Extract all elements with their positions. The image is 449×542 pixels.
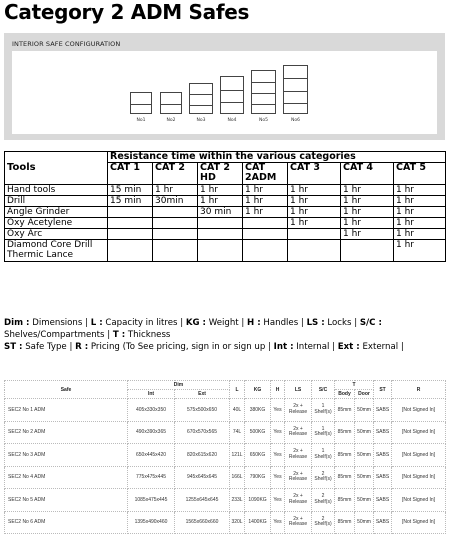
int-cell: 775x475x445	[128, 466, 175, 489]
col-header-sc: S/C	[312, 381, 335, 399]
int-cell: 650x445x420	[128, 444, 175, 467]
resistance-cell: 15 min	[108, 185, 153, 196]
page-title: Category 2 ADM Safes	[4, 0, 250, 24]
st-cell: SABS	[374, 511, 392, 534]
resistance-cell: 1 hr	[341, 218, 394, 229]
door-cell: 50mm	[355, 489, 374, 512]
resistance-cell	[108, 240, 153, 262]
l-cell: 233L	[230, 489, 245, 512]
body-cell: 85mm	[335, 511, 355, 534]
door-cell: 50mm	[355, 444, 374, 467]
pricing-cell: [Not Signed In]	[392, 511, 446, 534]
tool-name: Oxy Arc	[5, 229, 108, 240]
cell-line: 2x +	[293, 515, 303, 522]
table-row	[5, 196, 446, 207]
safe-config-label: No1	[136, 118, 146, 123]
resistance-cell	[341, 240, 394, 262]
legend-key: LS :	[306, 318, 325, 328]
safe-config-label: No2	[166, 118, 176, 123]
legend-value: Handles |	[263, 318, 304, 328]
cell-line: 1	[321, 448, 325, 455]
legend-value: Weight |	[208, 318, 245, 328]
cell-line: Release	[288, 476, 308, 483]
door-cell: 50mm	[355, 399, 374, 422]
resistance-cell	[108, 218, 153, 229]
cell-line: 1	[321, 425, 325, 432]
safe-config-label: No3	[196, 118, 206, 123]
ext-cell: 945x645x645	[175, 466, 230, 489]
table-row	[5, 218, 446, 229]
resistance-cell	[108, 207, 153, 218]
safe-shelf-line	[252, 93, 275, 94]
col-header-ls: LS	[285, 381, 312, 399]
safe-shelf-line	[284, 78, 307, 79]
col-header-body: Body	[335, 390, 355, 399]
safe-config-label: No5	[259, 118, 268, 123]
st-cell: SABS	[374, 489, 392, 512]
resistance-cell	[198, 229, 243, 240]
table-row	[5, 511, 446, 534]
config-diagram	[12, 51, 437, 134]
legend-key: S/C :	[359, 318, 382, 328]
safe-cell: SEC2 No 1 ADM	[5, 399, 128, 422]
safe-shelf-line	[190, 94, 212, 95]
cell-line: Shelf(s)	[314, 408, 332, 415]
shelves-cell	[312, 466, 335, 489]
cell-line: Shelf(s)	[314, 453, 332, 460]
legend-value: Dimensions |	[32, 318, 88, 328]
category-header: CAT 4	[341, 163, 394, 185]
tool-name: Angle Grinder	[5, 207, 108, 218]
interior-config-panel	[4, 33, 445, 140]
pricing-cell: [Not Signed In]	[392, 421, 446, 444]
resistance-cell: 1 hr	[394, 229, 446, 240]
h-cell: Yes	[271, 444, 285, 467]
l-cell: 40L	[230, 399, 245, 422]
safe-shelf-line	[284, 91, 307, 92]
safe-shelf-line	[252, 104, 275, 105]
cell-line: Release	[288, 431, 308, 438]
legend-value: Safe Type |	[25, 342, 73, 352]
int-cell: 1395x490x460	[128, 511, 175, 534]
resistance-cell	[153, 218, 198, 229]
resistance-cell: 1 hr	[394, 196, 446, 207]
resistance-cell: 1 hr	[341, 196, 394, 207]
ext-cell: 670x570x565	[175, 421, 230, 444]
tool-name: Drill	[5, 196, 108, 207]
cell-line: Shelf(s)	[314, 498, 332, 505]
body-cell: 85mm	[335, 466, 355, 489]
cell-line: Release	[288, 521, 308, 528]
legend-key: Int :	[273, 342, 294, 352]
locks-cell	[285, 399, 312, 422]
safe-shelf-line	[161, 104, 181, 105]
ext-cell: 1565x660x660	[175, 511, 230, 534]
safe-config-icon	[160, 92, 182, 114]
st-cell: SABS	[374, 399, 392, 422]
l-cell: 166L	[230, 466, 245, 489]
resistance-cell: 30 min	[198, 207, 243, 218]
cell-line: 1	[321, 403, 325, 410]
h-cell: Yes	[271, 421, 285, 444]
cell-line: Release	[288, 453, 308, 460]
table-row	[5, 421, 446, 444]
safe-cell: SEC2 No 2 ADM	[5, 421, 128, 444]
col-header-l: L	[230, 381, 245, 399]
col-header-int: Int	[128, 390, 175, 399]
col-header-ext: Ext	[175, 390, 230, 399]
table-row	[5, 240, 446, 262]
resistance-cell	[108, 229, 153, 240]
body-cell: 85mm	[335, 444, 355, 467]
col-header-door: Door	[355, 390, 374, 399]
safes-table	[4, 380, 446, 534]
tools-header: Tools	[5, 152, 108, 185]
legend-key: Ext :	[337, 342, 360, 352]
col-header-h: H	[271, 381, 285, 399]
kg-cell: 650KG	[245, 444, 271, 467]
ext-cell: 575x500x650	[175, 399, 230, 422]
legend-key: L :	[90, 318, 103, 328]
resistance-title: Resistance time within the various categories	[108, 152, 446, 163]
l-cell: 320L	[230, 511, 245, 534]
safe-shelf-line	[252, 82, 275, 83]
legend-value: Locks |	[327, 318, 358, 328]
resistance-cell	[198, 218, 243, 229]
legend-key: Dim :	[4, 318, 30, 328]
body-cell: 85mm	[335, 399, 355, 422]
resistance-cell	[153, 240, 198, 262]
table-row	[5, 489, 446, 512]
door-cell: 50mm	[355, 511, 374, 534]
table-row	[5, 399, 446, 422]
safe-cell: SEC2 No 5 ADM	[5, 489, 128, 512]
door-cell: 50mm	[355, 421, 374, 444]
category-header: CAT 2 HD	[198, 163, 243, 185]
safe-config-icon	[251, 70, 276, 114]
legend-key: KG :	[185, 318, 206, 328]
cell-line: 2	[321, 470, 325, 477]
h-cell: Yes	[271, 466, 285, 489]
safe-config-label: No4	[227, 118, 237, 123]
resistance-cell: 1 hr	[198, 196, 243, 207]
int-cell: 490x390x365	[128, 421, 175, 444]
legend-value: Internal |	[296, 342, 336, 352]
resistance-cell: 1 hr	[341, 185, 394, 196]
col-header-t: T	[335, 381, 374, 390]
resistance-cell: 1 hr	[341, 207, 394, 218]
l-cell: 121L	[230, 444, 245, 467]
resistance-cell: 15 min	[108, 196, 153, 207]
legend-value: Shelves/Compartments |	[4, 330, 111, 340]
table-row	[5, 207, 446, 218]
tool-name: Oxy Acetylene	[5, 218, 108, 229]
h-cell: Yes	[271, 489, 285, 512]
safe-config-icon	[130, 92, 152, 114]
category-header: CAT 5	[394, 163, 446, 185]
shelves-cell	[312, 421, 335, 444]
h-cell: Yes	[271, 511, 285, 534]
resistance-cell: 1 hr	[243, 207, 288, 218]
cell-line: Release	[288, 498, 308, 505]
safe-config-icon	[283, 65, 308, 114]
shelves-cell	[312, 399, 335, 422]
col-header-kg: KG	[245, 381, 271, 399]
category-header: CAT 3	[288, 163, 341, 185]
kg-cell: 500KG	[245, 421, 271, 444]
config-label: INTERIOR SAFE CONFIGURATION	[12, 40, 121, 48]
resistance-cell: 1 hr	[394, 207, 446, 218]
cell-line: 2x +	[293, 403, 303, 410]
locks-cell	[285, 444, 312, 467]
resistance-table	[4, 151, 446, 262]
legend-value: Thickness	[127, 330, 171, 340]
col-header-st: ST	[374, 381, 392, 399]
pricing-cell: [Not Signed In]	[392, 399, 446, 422]
cell-line: 2x +	[293, 470, 303, 477]
resistance-cell	[198, 240, 243, 262]
cell-line: Release	[288, 408, 308, 415]
resistance-cell: 1 hr	[243, 196, 288, 207]
body-cell: 85mm	[335, 421, 355, 444]
resistance-cell	[153, 207, 198, 218]
resistance-cell	[288, 240, 341, 262]
tool-name: Hand tools	[5, 185, 108, 196]
cell-line: 2	[321, 493, 325, 500]
legend-key: ST :	[4, 342, 23, 352]
resistance-cell: 1 hr	[394, 185, 446, 196]
door-cell: 50mm	[355, 466, 374, 489]
table-row	[5, 444, 446, 467]
int-cell: 1085x475x445	[128, 489, 175, 512]
cell-line: Shelf(s)	[314, 431, 332, 438]
locks-cell	[285, 466, 312, 489]
resistance-cell: 1 hr	[288, 207, 341, 218]
safe-shelf-line	[284, 103, 307, 104]
legend-value: External |	[362, 342, 404, 352]
resistance-cell: 1 hr	[153, 185, 198, 196]
shelves-cell	[312, 444, 335, 467]
category-header: CAT 1	[108, 163, 153, 185]
locks-cell	[285, 511, 312, 534]
legend-key: H :	[247, 318, 261, 328]
col-header-r: R	[392, 381, 446, 399]
abbreviation-legend	[4, 317, 445, 353]
ext-cell: 820x615x620	[175, 444, 230, 467]
resistance-cell: 1 hr	[198, 185, 243, 196]
int-cell: 405x330x350	[128, 399, 175, 422]
pricing-cell: [Not Signed In]	[392, 444, 446, 467]
resistance-cell: 1 hr	[288, 196, 341, 207]
resistance-cell: 1 hr	[394, 218, 446, 229]
st-cell: SABS	[374, 444, 392, 467]
legend-key: R :	[75, 342, 89, 352]
resistance-cell: 1 hr	[243, 185, 288, 196]
safe-config-icon	[189, 83, 213, 114]
legend-key: T :	[112, 330, 126, 340]
resistance-cell: 1 hr	[288, 218, 341, 229]
locks-cell	[285, 421, 312, 444]
table-row	[5, 185, 446, 196]
cell-line: 2	[321, 515, 325, 522]
safe-cell: SEC2 No 4 ADM	[5, 466, 128, 489]
cell-line: Shelf(s)	[314, 476, 332, 483]
category-header: CAT 2ADM	[243, 163, 288, 185]
kg-cell: 790KG	[245, 466, 271, 489]
legend-value: Capacity in litres |	[105, 318, 184, 328]
st-cell: SABS	[374, 466, 392, 489]
cell-line: 2x +	[293, 493, 303, 500]
pricing-cell: [Not Signed In]	[392, 489, 446, 512]
legend-value: Pricing (To See pricing, sign in or sign up |	[90, 342, 271, 352]
shelves-cell	[312, 489, 335, 512]
col-header-safe: Safe	[5, 381, 128, 399]
safe-cell: SEC2 No 6 ADM	[5, 511, 128, 534]
resistance-cell: 1 hr	[341, 229, 394, 240]
body-cell: 85mm	[335, 489, 355, 512]
resistance-cell	[288, 229, 341, 240]
resistance-cell: 30min	[153, 196, 198, 207]
cell-line: Shelf(s)	[314, 521, 332, 528]
shelves-cell	[312, 511, 335, 534]
kg-cell: 380KG	[245, 399, 271, 422]
h-cell: Yes	[271, 399, 285, 422]
safe-shelf-line	[221, 90, 243, 91]
resistance-cell: 1 hr	[288, 185, 341, 196]
resistance-cell	[153, 229, 198, 240]
l-cell: 74L	[230, 421, 245, 444]
safe-cell: SEC2 No 3 ADM	[5, 444, 128, 467]
resistance-cell	[243, 240, 288, 262]
pricing-cell: [Not Signed In]	[392, 466, 446, 489]
tool-name: Diamond Core Drill Thermic Lance	[5, 240, 108, 262]
safe-config-icon	[220, 76, 244, 114]
safe-shelf-line	[221, 102, 243, 103]
table-row	[5, 229, 446, 240]
category-header: CAT 2	[153, 163, 198, 185]
resistance-cell: 1 hr	[394, 240, 446, 262]
kg-cell: 1090KG	[245, 489, 271, 512]
ext-cell: 1255x645x645	[175, 489, 230, 512]
table-row	[5, 466, 446, 489]
safe-config-label: No6	[291, 118, 300, 123]
st-cell: SABS	[374, 421, 392, 444]
locks-cell	[285, 489, 312, 512]
cell-line: 2x +	[293, 448, 303, 455]
kg-cell: 1400KG	[245, 511, 271, 534]
resistance-cell	[243, 229, 288, 240]
cell-line: 2x +	[293, 425, 303, 432]
safe-shelf-line	[131, 104, 151, 105]
resistance-cell	[243, 218, 288, 229]
safe-shelf-line	[190, 105, 212, 106]
col-header-dim: Dim	[128, 381, 230, 390]
